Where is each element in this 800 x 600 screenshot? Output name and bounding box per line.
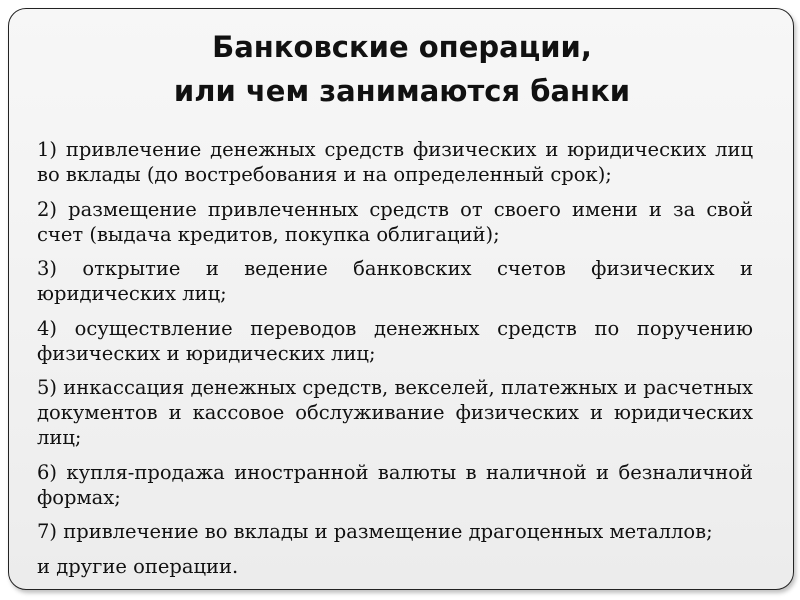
slide-title-line-2: или чем занимаются банки [173, 74, 631, 108]
operations-list-item: 6) купля-продажа иностранной валюты в наличной и безналичной формах; [37, 460, 753, 509]
operations-list-item: 3) открытие и ведение банковских счетов физических и юридических лиц; [37, 257, 753, 305]
slide-title [9, 25, 795, 113]
operations-list-item: и другие операции. [37, 554, 239, 578]
operations-list-item: 4) осуществление переводов денежных средств по поручению физических и юридических лиц; [37, 316, 753, 365]
slide-title-line-1: Банковские операции, [212, 30, 592, 64]
operations-list-item: 2) размещение привлеченных средств от своего имени и за свой счет (выдача кредитов, покупка облигаций); [37, 197, 753, 246]
operations-list-item: 5) инкассация денежных средств, векселей, платежных и расчетных документов и кассовое обслуживание физических и юридических лиц; [37, 376, 753, 449]
operations-list-item: 1) привлечение денежных средств физических и юридических лиц во вклады (до востребования и на определенный срок); [37, 138, 753, 186]
slide [8, 8, 794, 590]
operations-list [37, 137, 753, 588]
operations-list-item: 7) привлечение во вклады и размещение драгоценных металлов; [37, 520, 713, 543]
